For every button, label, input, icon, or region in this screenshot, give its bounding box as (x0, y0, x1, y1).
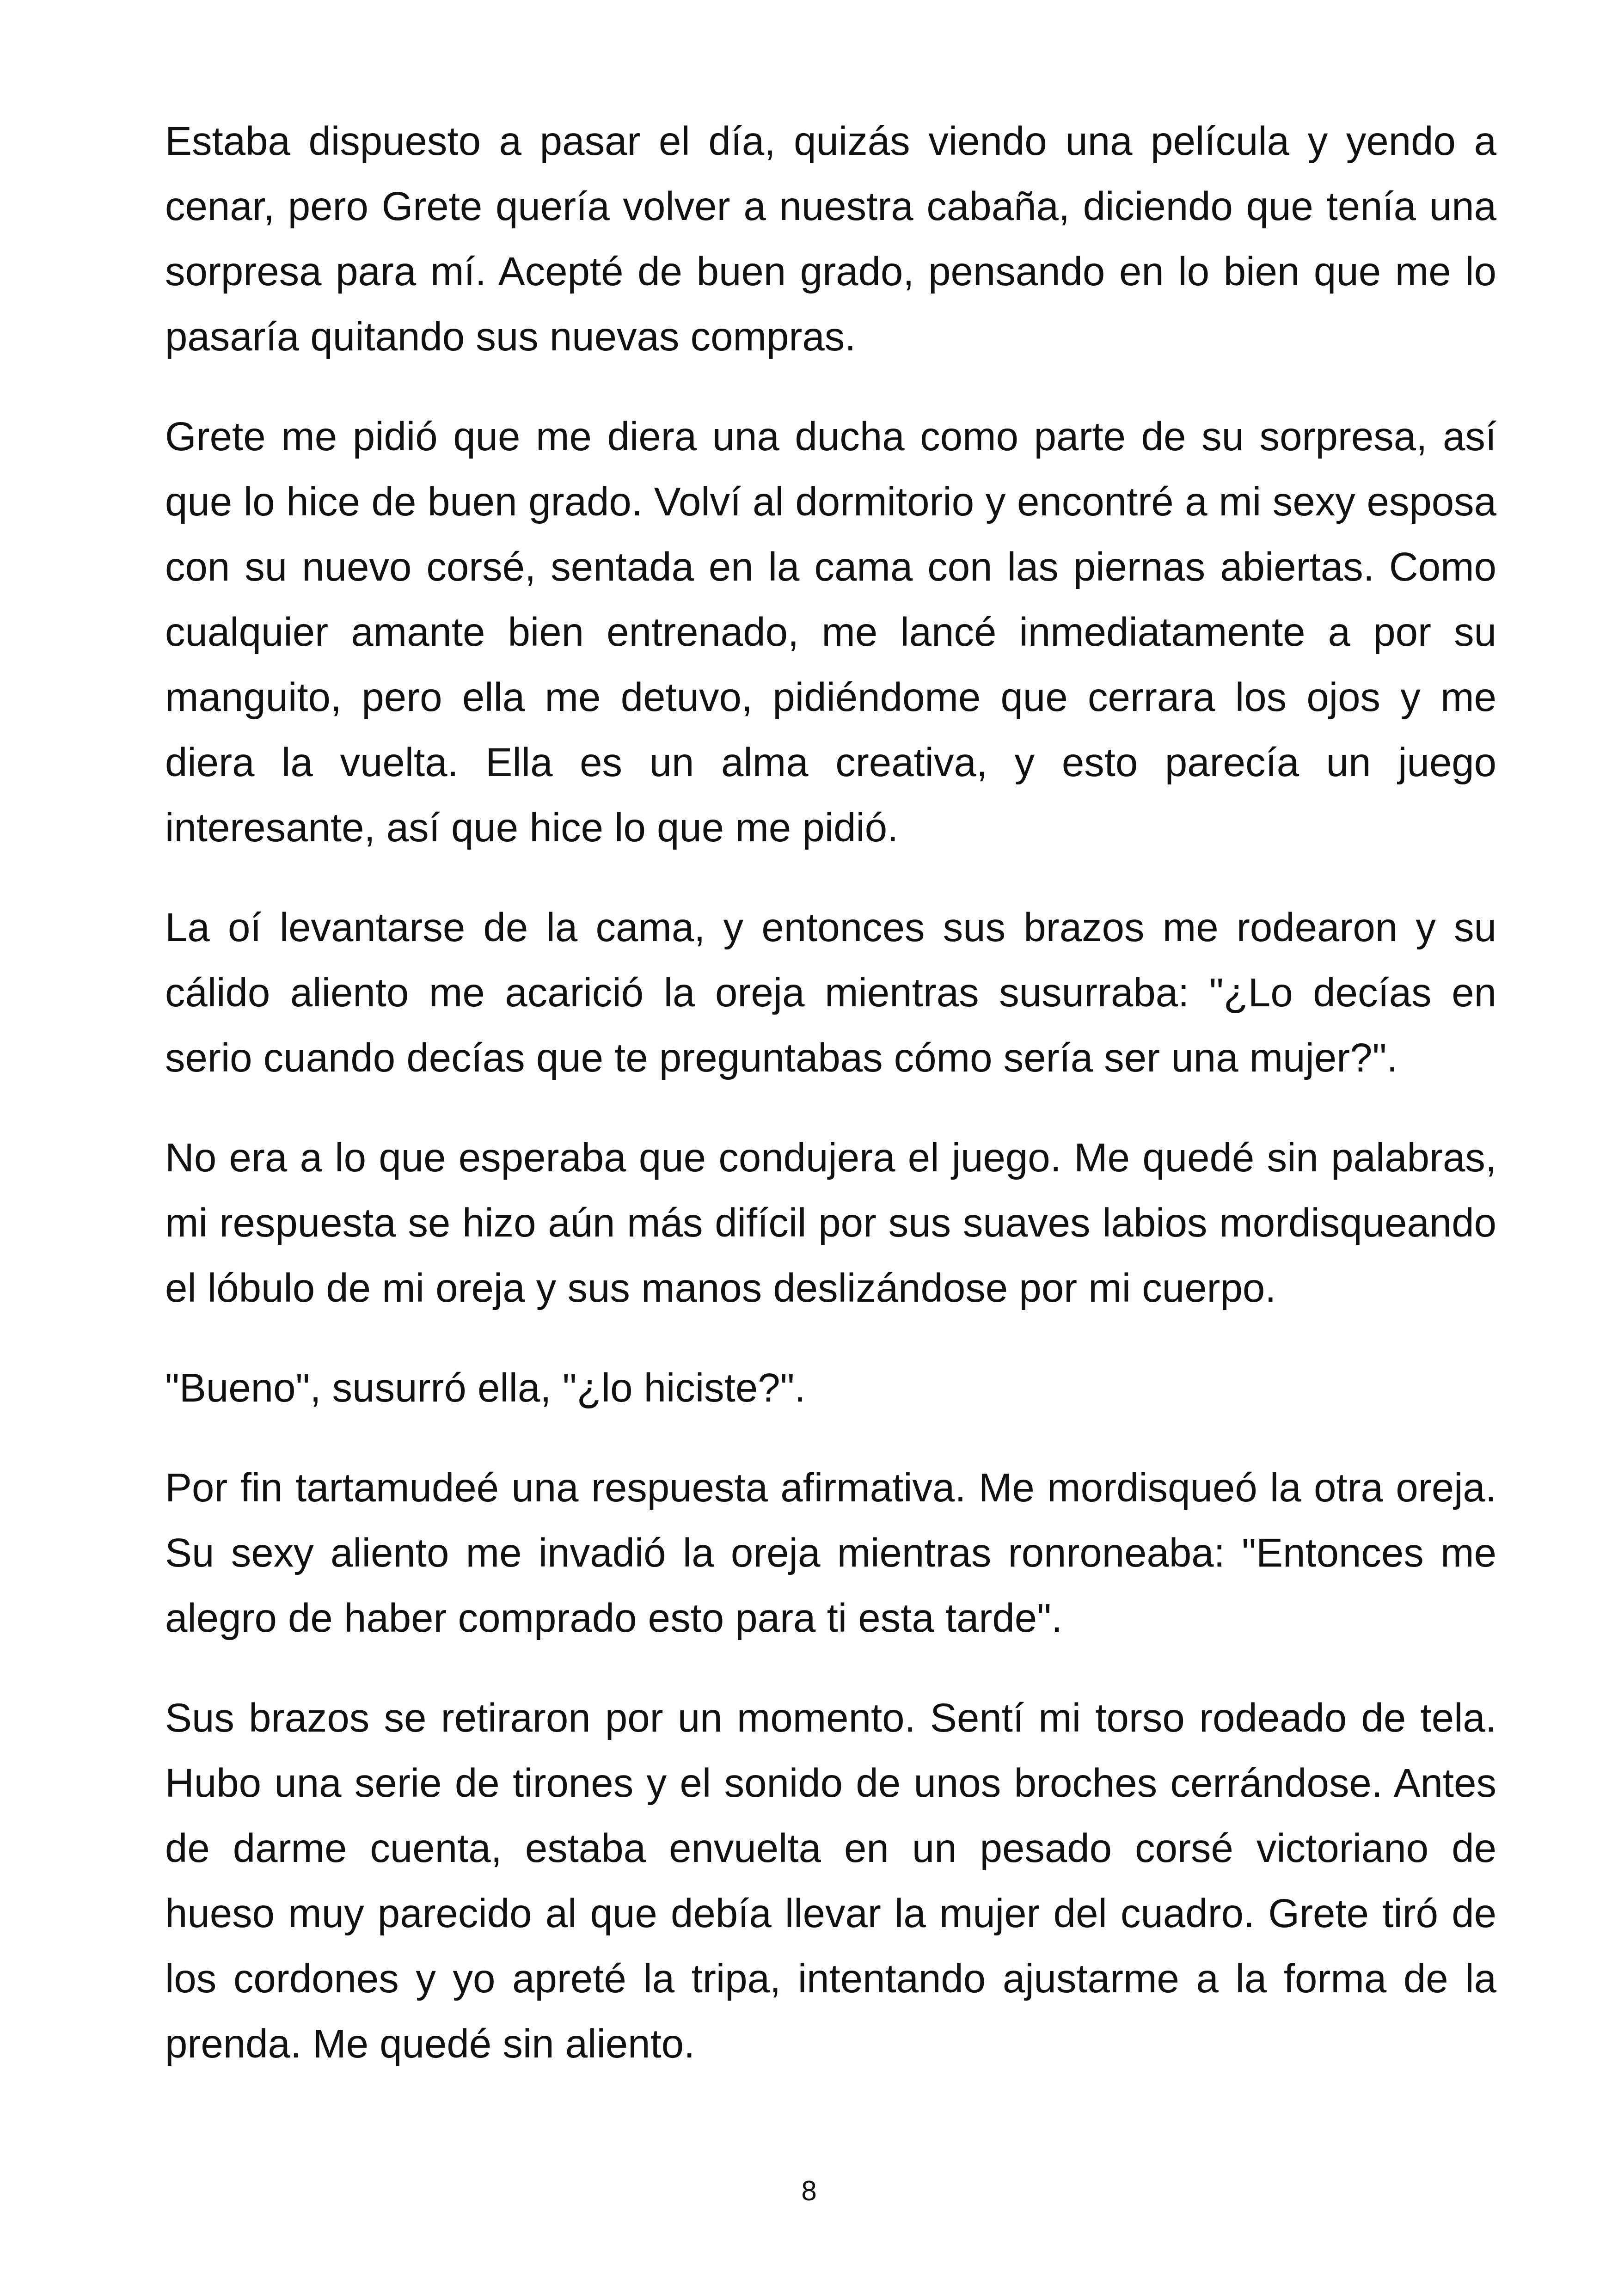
page-number: 8 (801, 2175, 817, 2206)
paragraph-3: La oí levantarse de la cama, y entonces sus brazos me rodearon y su cálido aliento me acarició la oreja mientras susurraba: "¿Lo decías en serio cuando decías que te preguntabas cómo sería ser una mujer?". (165, 905, 1496, 1080)
body-text (165, 109, 1496, 2076)
paragraph-4: No era a lo que esperaba que condujera el juego. Me quedé sin palabras, mi respuesta se hizo aún más difícil por sus suaves labios mordisqueando el lóbulo de mi oreja y sus manos deslizándose por mi cuerpo. (165, 1135, 1496, 1310)
paragraph-1: Estaba dispuesto a pasar el día, quizás viendo una película y yendo a cenar, pero Grete quería volver a nuestra cabaña, diciendo que tenía una sorpresa para mí. Acepté de buen grado, pensando en lo bien que me lo pasaría quitando sus nuevas compras. (165, 119, 1496, 359)
paragraph-7: Sus brazos se retiraron por un momento. Sentí mi torso rodeado de tela. Hubo una serie de tirones y el sonido de unos broches cerrándose. Antes de darme cuenta, estaba envuelta en un pesado corsé victoriano de hueso muy parecido al que debía llevar la mujer del cuadro. Grete tiró de los cordones y yo apreté la tripa, intentando ajustarme a la forma de la prenda. Me quedé sin aliento. (165, 1696, 1496, 2066)
paragraph-6: Por fin tartamudeé una respuesta afirmativa. Me mordisqueó la otra oreja. Su sexy aliento me invadió la oreja mientras ronroneaba: "Entonces me alegro de haber comprado esto para ti esta tarde". (165, 1465, 1496, 1641)
paragraph-5: "Bueno", susurró ella, "¿lo hiciste?". (165, 1365, 806, 1410)
paragraph-2: Grete me pidió que me diera una ducha como parte de su sorpresa, así que lo hice de buen grado. Volví al dormitorio y encontré a mi sexy esposa con su nuevo corsé, sentada en la cama con las piernas abiertas. Como cualquier amante bien entrenado, me lancé inmediatamente a por su manguito, pero ella me detuvo, pidiéndome que cerrara los ojos y me diera la vuelta. Ella es un alma creativa, y esto parecía un juego interesante, así que hice lo que me pidió. (165, 414, 1496, 850)
